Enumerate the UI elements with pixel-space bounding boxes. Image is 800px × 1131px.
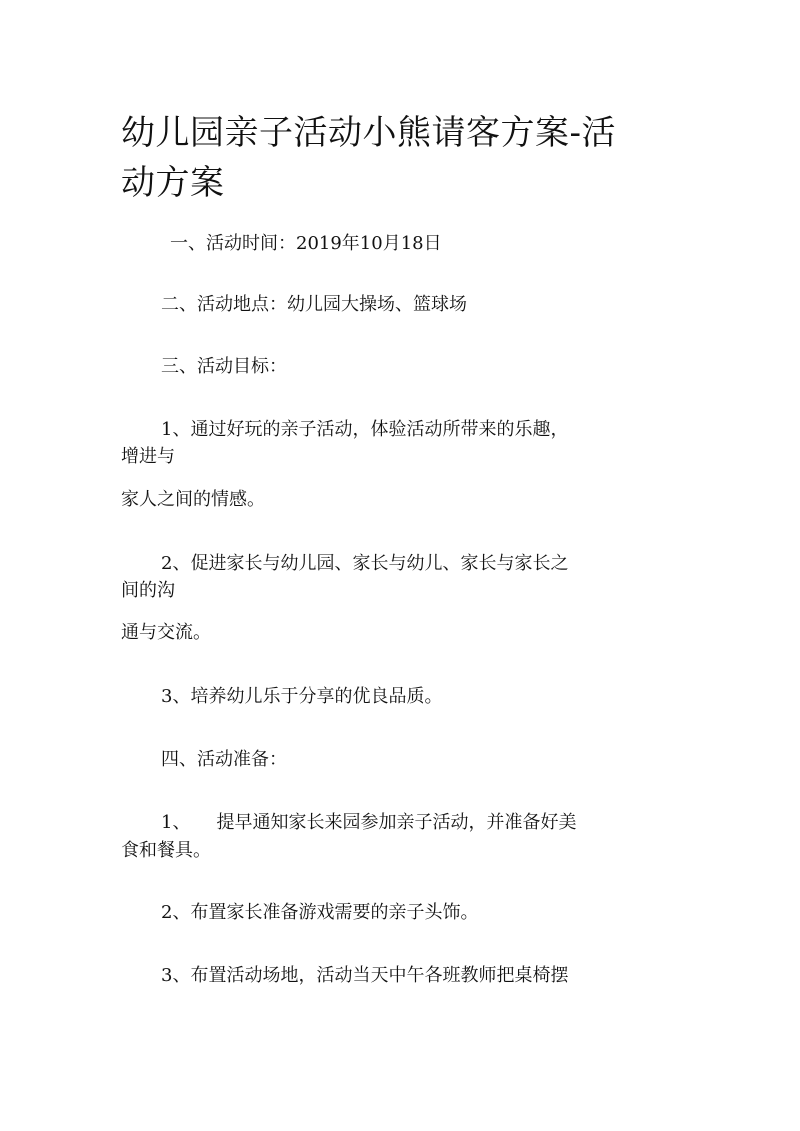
goal-1-line-2: 增进与 <box>121 446 175 467</box>
prep-2: 2、布置家长准备游戏需要的亲子头饰。 <box>161 902 479 923</box>
section-location: 二、活动地点：幼儿园大操场、篮球场 <box>161 294 467 315</box>
page-title <box>121 108 621 208</box>
goal-1-line-3: 家人之间的情感。 <box>121 489 265 510</box>
title-line-2: 动方案 <box>121 163 225 203</box>
prep-3-line-1: 3、布置活动场地，活动当天中午各班教师把桌椅摆 <box>161 965 569 986</box>
goal-2-line-3: 通与交流。 <box>121 622 211 643</box>
prep-1-line-1 <box>161 808 576 838</box>
goal-2-line-2: 间的沟 <box>121 580 175 601</box>
title-line-1: 幼儿园亲子活动小熊请客方案-活 <box>121 113 616 153</box>
goal-1-line-1: 1、通过好玩的亲子活动，体验活动所带来的乐趣， <box>161 419 569 440</box>
prep-1-text: 提早通知家长来园参加亲子活动，并准备好美 <box>216 812 577 833</box>
section-time: 一、活动时间：2019年10月18日 <box>170 233 442 254</box>
prep-1-line-2: 食和餐具。 <box>121 840 211 861</box>
prep-1-number: 1、 <box>161 812 191 833</box>
section-goals-heading: 三、活动目标： <box>161 356 287 377</box>
goal-2-line-1: 2、促进家长与幼儿园、家长与幼儿、家长与家长之 <box>161 553 569 574</box>
goal-3: 3、培养幼儿乐于分享的优良品质。 <box>161 686 443 707</box>
section-preparation-heading: 四、活动准备： <box>161 749 287 770</box>
